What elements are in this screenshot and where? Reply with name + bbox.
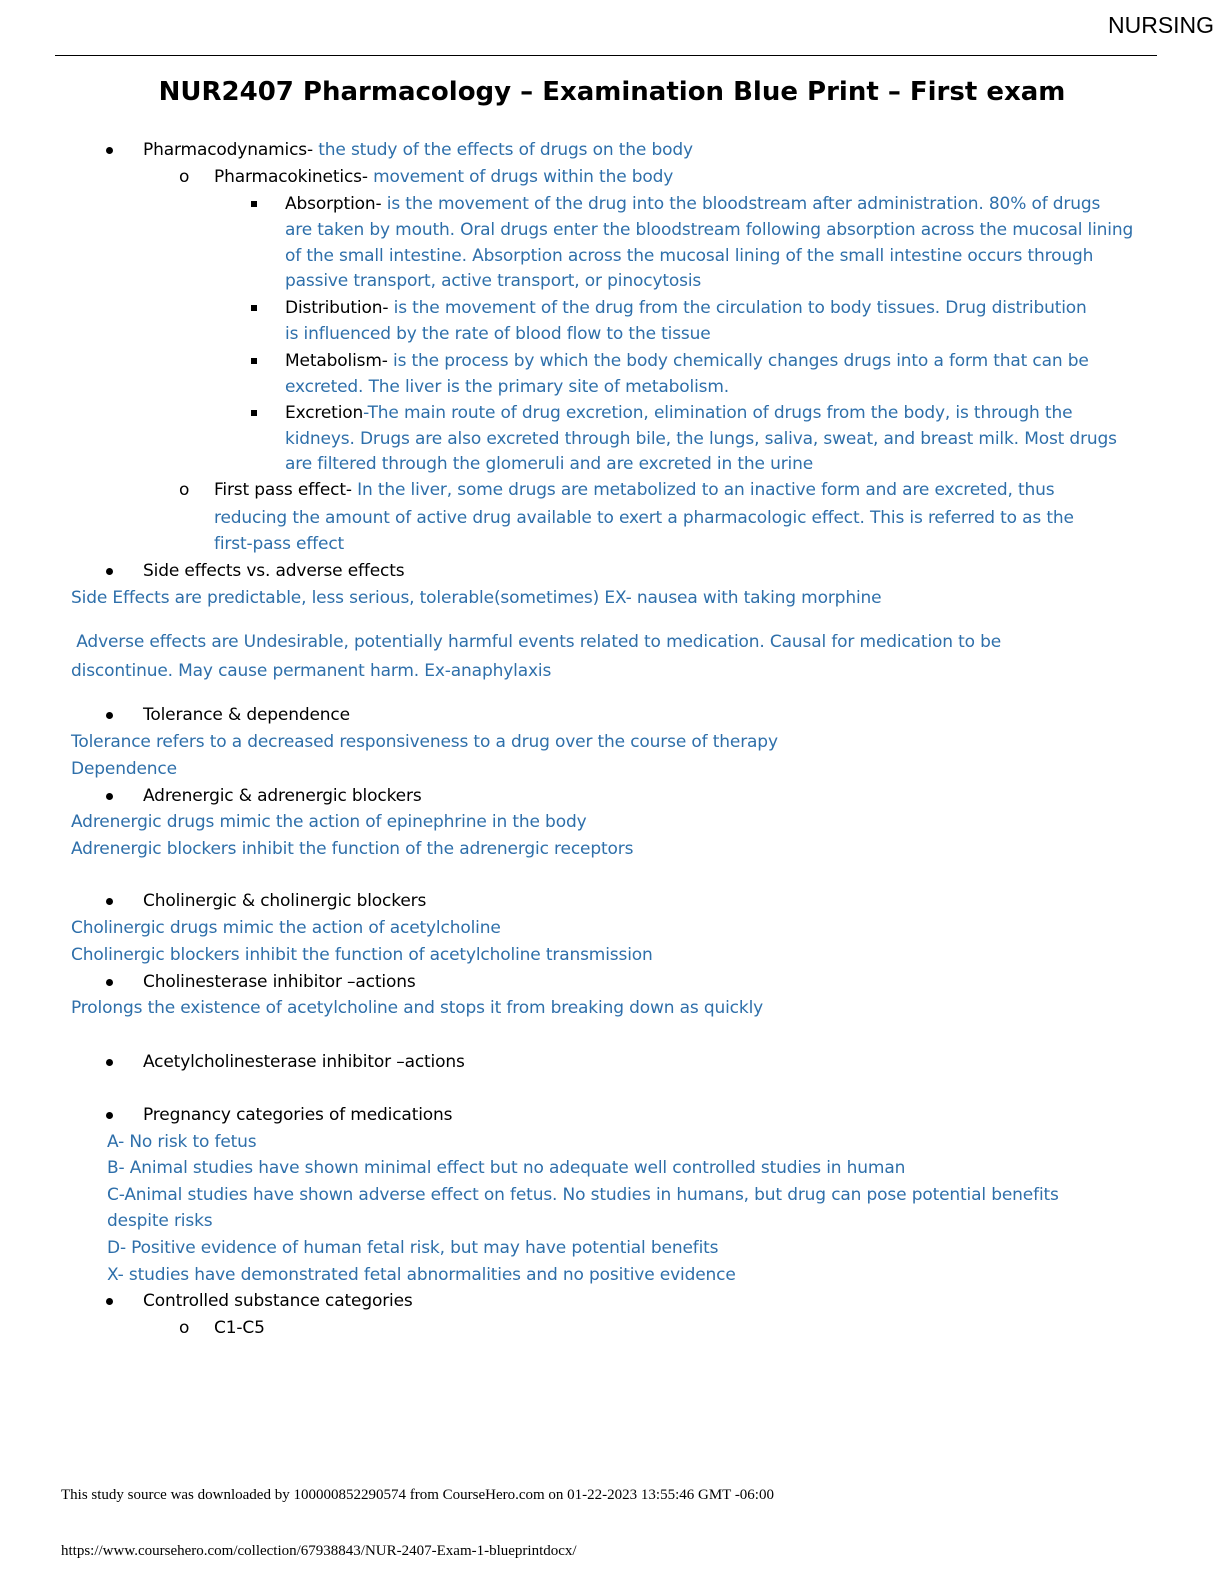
list-item: Acetylcholinesterase inhibitor –actions xyxy=(143,1052,465,1072)
bullet-icon xyxy=(106,783,113,809)
list-item xyxy=(285,191,1100,217)
term-description: is the movement of the drug from the circulation to body tissues. Drug distribution xyxy=(388,298,1087,318)
page-title: NUR2407 Pharmacology – Examination Blue Print – First exam xyxy=(158,77,1066,107)
list-item xyxy=(143,137,693,163)
square-bullet-icon xyxy=(251,348,257,374)
note-line: Cholinergic drugs mimic the action of acetylcholine xyxy=(71,918,501,938)
bullet-icon xyxy=(106,137,113,163)
term-description: is the movement of the drug into the bloodstream after administration. 80% of drugs xyxy=(381,194,1101,214)
term-label: Excretion xyxy=(285,403,364,423)
header-corner-text: NURSING xyxy=(1108,12,1215,38)
list-item: Pregnancy categories of medications xyxy=(143,1105,453,1125)
note-line: C-Animal studies have shown adverse effect on fetus. No studies in humans, but drug can pose potential benefits xyxy=(107,1185,1059,1205)
note-line: D- Positive evidence of human fetal risk, but may have potential benefits xyxy=(107,1238,719,1258)
list-item: Side effects vs. adverse effects xyxy=(143,561,405,581)
term-description: -The main route of drug excretion, elimination of drugs from the body, is through the xyxy=(363,403,1073,423)
list-item xyxy=(285,295,1087,321)
source-url-link[interactable]: https://www.coursehero.com/collection/67938843/NUR-2407-Exam-1-blueprintdocx/ xyxy=(61,1543,577,1559)
description-line: are filtered through the glomeruli and are excreted in the urine xyxy=(285,454,814,474)
note-line: Adrenergic blockers inhibit the function of the adrenergic receptors xyxy=(71,839,634,859)
bullet-icon xyxy=(106,1288,113,1314)
note-line: Side Effects are predictable, less serious, tolerable(sometimes) EX- nausea with taking morphine xyxy=(71,588,882,608)
description-line: is influenced by the rate of blood flow to the tissue xyxy=(285,324,711,344)
note-line: Adrenergic drugs mimic the action of epinephrine in the body xyxy=(71,812,587,832)
list-item: Adrenergic & adrenergic blockers xyxy=(143,786,422,806)
note-line: Dependence xyxy=(71,759,177,779)
list-item: Cholinesterase inhibitor –actions xyxy=(143,972,416,992)
term-description: is the process by which the body chemically changes drugs into a form that can be xyxy=(387,351,1089,371)
note-line: Adverse effects are Undesirable, potentially harmful events related to medication. Causal for medication to be xyxy=(71,632,1002,652)
note-line: despite risks xyxy=(107,1211,213,1231)
bullet-icon xyxy=(106,1049,113,1075)
list-item: Tolerance & dependence xyxy=(143,705,350,725)
note-line: A- No risk to fetus xyxy=(107,1132,257,1152)
source-notice: This study source was downloaded by 100000852290574 from CourseHero.com on 01-22-2023 13:55:46 GMT -06:00 xyxy=(61,1487,774,1503)
term-description: In the liver, some drugs are metabolized to an inactive form and are excreted, thus xyxy=(351,480,1055,500)
list-item: Controlled substance categories xyxy=(143,1291,413,1311)
header-rule xyxy=(55,55,1157,56)
term-description: the study of the effects of drugs on the body xyxy=(312,140,693,160)
square-bullet-icon xyxy=(251,400,257,426)
bullet-icon xyxy=(106,969,113,995)
term-label: Pharmacokinetics- xyxy=(214,167,368,187)
description-line: excreted. The liver is the primary site of metabolism. xyxy=(285,377,730,397)
note-line: Tolerance refers to a decreased responsiveness to a drug over the course of therapy xyxy=(71,732,778,752)
square-bullet-icon xyxy=(251,191,257,217)
description-line: passive transport, active transport, or pinocytosis xyxy=(285,271,702,291)
note-line: B- Animal studies have shown minimal effect but no adequate well controlled studies in human xyxy=(107,1158,906,1178)
note-line: Cholinergic blockers inhibit the function of acetylcholine transmission xyxy=(71,945,653,965)
description-line: kidneys. Drugs are also excreted through bile, the lungs, saliva, sweat, and breast milk. Most drugs xyxy=(285,429,1117,449)
description-line: are taken by mouth. Oral drugs enter the bloodstream following absorption across the mucosal lining xyxy=(285,220,1134,240)
description-line: of the small intestine. Absorption across the mucosal lining of the small intestine occurs through xyxy=(285,246,1094,266)
sub-bullet-icon: o xyxy=(179,1318,190,1338)
term-label: Metabolism- xyxy=(285,351,388,371)
sub-bullet-icon: o xyxy=(179,480,190,500)
description-line: reducing the amount of active drug available to exert a pharmacologic effect. This is referred to as the xyxy=(214,508,1074,528)
note-line: discontinue. May cause permanent harm. Ex-anaphylaxis xyxy=(71,661,552,681)
term-label: Pharmacodynamics- xyxy=(143,140,313,160)
bullet-icon xyxy=(106,702,113,728)
term-label: Absorption- xyxy=(285,194,382,214)
sub-bullet-icon: o xyxy=(179,167,190,187)
note-line: X- studies have demonstrated fetal abnormalities and no positive evidence xyxy=(107,1265,736,1285)
note-line: Prolongs the existence of acetylcholine and stops it from breaking down as quickly xyxy=(71,998,764,1018)
term-description: movement of drugs within the body xyxy=(367,167,674,187)
description-line: first-pass effect xyxy=(214,534,345,554)
list-item xyxy=(285,400,1072,426)
bullet-icon xyxy=(106,1102,113,1128)
list-item xyxy=(214,477,1055,503)
term-label: First pass effect- xyxy=(214,480,352,500)
list-item xyxy=(285,348,1089,374)
list-item: C1-C5 xyxy=(214,1318,265,1338)
bullet-icon xyxy=(106,558,113,584)
bullet-icon xyxy=(106,888,113,914)
term-label: Distribution- xyxy=(285,298,389,318)
list-item xyxy=(214,164,673,190)
square-bullet-icon xyxy=(251,295,257,321)
list-item: Cholinergic & cholinergic blockers xyxy=(143,891,427,911)
